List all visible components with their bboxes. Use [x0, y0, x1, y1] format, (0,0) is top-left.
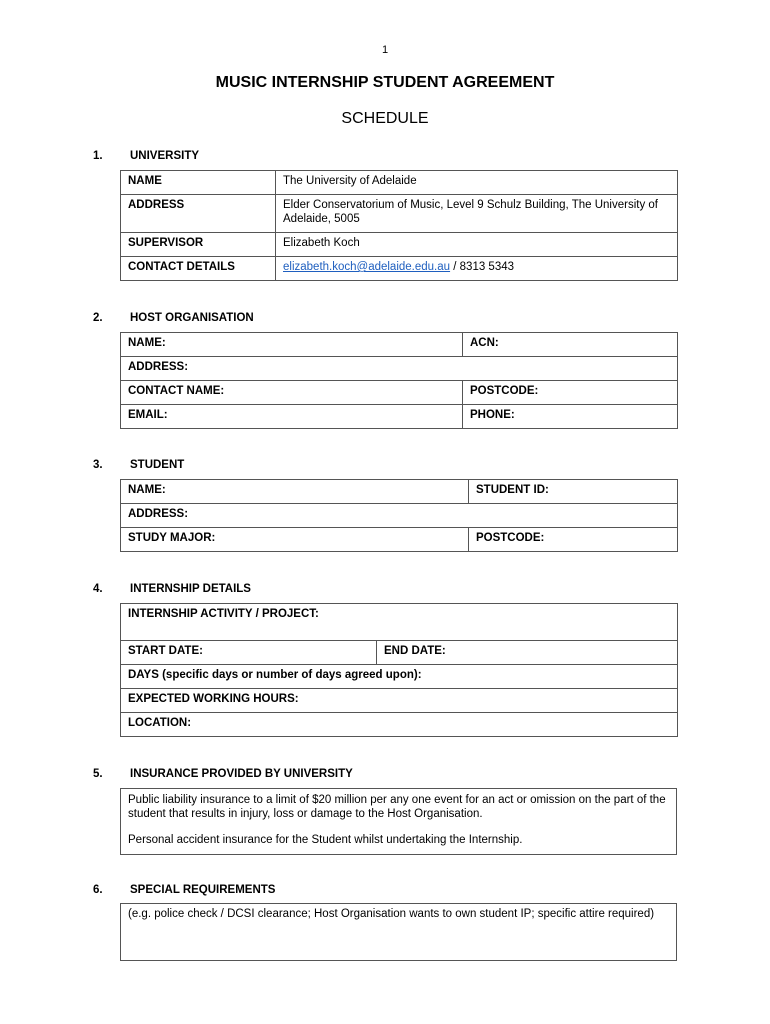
internship-hours-field[interactable]: EXPECTED WORKING HOURS:: [121, 689, 678, 713]
host-contact-name-field[interactable]: CONTACT NAME:: [121, 381, 463, 405]
special-requirements-table: [120, 903, 677, 961]
section-number: 5.: [93, 768, 103, 780]
internship-location-field[interactable]: LOCATION:: [121, 713, 678, 737]
student-major-field[interactable]: STUDY MAJOR:: [121, 528, 469, 552]
internship-activity-field[interactable]: INTERNSHIP ACTIVITY / PROJECT:: [121, 604, 678, 641]
document-title: MUSIC INTERNSHIP STUDENT AGREEMENT: [215, 74, 555, 91]
section-title: INSURANCE PROVIDED BY UNIVERSITY: [130, 768, 353, 780]
host-email-field[interactable]: EMAIL:: [121, 405, 463, 429]
page-number: 1: [381, 44, 389, 56]
university-contact-label: CONTACT DETAILS: [121, 257, 276, 281]
insurance-public-liability: Public liability insurance to a limit of $20 million per any one event for an act or omission on the part of the student that results in injury, loss or damage to the Host Organisation.: [128, 794, 666, 820]
insurance-box: [121, 789, 677, 855]
university-table: [120, 170, 678, 281]
university-contact-value: [276, 257, 678, 281]
section-university-heading: [93, 150, 199, 162]
section-title: STUDENT: [130, 459, 185, 471]
section-insurance-heading: [93, 768, 353, 780]
section-title: UNIVERSITY: [130, 150, 200, 162]
section-special-heading: [93, 884, 275, 896]
student-postcode-field[interactable]: POSTCODE:: [469, 528, 678, 552]
university-supervisor-label: SUPERVISOR: [121, 233, 276, 257]
university-name-label: NAME: [121, 171, 276, 195]
host-acn-field[interactable]: ACN:: [463, 333, 678, 357]
section-title: HOST ORGANISATION: [130, 312, 254, 324]
document-subtitle: SCHEDULE: [341, 110, 429, 127]
student-table: [120, 479, 678, 552]
section-number: 2.: [93, 312, 103, 324]
internship-start-date-field[interactable]: START DATE:: [121, 641, 377, 665]
section-number: 6.: [93, 884, 103, 896]
section-title: INTERNSHIP DETAILS: [130, 583, 251, 595]
university-name-value: The University of Adelaide: [276, 171, 678, 195]
section-title: SPECIAL REQUIREMENTS: [130, 884, 276, 896]
internship-end-date-field[interactable]: END DATE:: [377, 641, 678, 665]
university-supervisor-value: Elizabeth Koch: [276, 233, 678, 257]
university-address-label: ADDRESS: [121, 195, 276, 233]
university-address-value: Elder Conservatorium of Music, Level 9 Schulz Building, The University of Adelaide, 5005: [276, 195, 678, 233]
section-internship-heading: [93, 583, 251, 595]
insurance-personal-accident: Personal accident insurance for the Student whilst undertaking the Internship.: [128, 834, 523, 846]
special-requirements-field[interactable]: (e.g. police check / DCSI clearance; Host Organisation wants to own student IP; specific attire required): [121, 904, 677, 961]
host-address-field[interactable]: ADDRESS:: [121, 357, 678, 381]
host-postcode-field[interactable]: POSTCODE:: [463, 381, 678, 405]
internship-table: [120, 603, 678, 737]
student-name-field[interactable]: NAME:: [121, 480, 469, 504]
student-address-field[interactable]: ADDRESS:: [121, 504, 678, 528]
section-number: 1.: [93, 150, 103, 162]
host-table: [120, 332, 678, 429]
section-number: 3.: [93, 459, 103, 471]
host-name-field[interactable]: NAME:: [121, 333, 463, 357]
section-host-heading: [93, 312, 254, 324]
insurance-table: [120, 788, 677, 855]
internship-days-field[interactable]: DAYS (specific days or number of days agreed upon):: [121, 665, 678, 689]
host-phone-field[interactable]: PHONE:: [463, 405, 678, 429]
supervisor-phone: / 8313 5343: [450, 261, 515, 273]
section-student-heading: [93, 459, 184, 471]
student-id-field[interactable]: STUDENT ID:: [469, 480, 678, 504]
supervisor-email-link[interactable]: elizabeth.koch@adelaide.edu.au: [283, 261, 451, 273]
section-number: 4.: [93, 583, 103, 595]
